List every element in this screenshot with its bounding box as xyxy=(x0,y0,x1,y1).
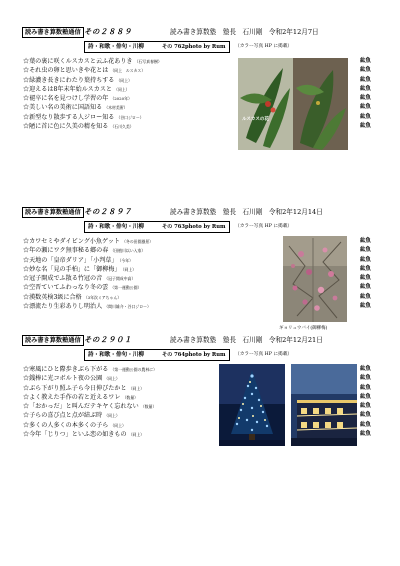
publisher-and-date: 読み書き算数塾 塾長 石川剛 令和2年12月21日 xyxy=(170,336,323,344)
gyoryubai-image xyxy=(283,236,347,322)
illumination-building-photo xyxy=(291,364,357,446)
issue-header xyxy=(22,334,382,346)
genre-box: 詩・和歌・俳句・川柳 その 762photo by Rum xyxy=(84,41,230,53)
list-item: ☆天地の「皇帝ダリア」「小判草」 （今年） 紘魚 xyxy=(23,256,371,264)
list-item: ☆新型なり散歩する人ジロー知る （谷口ジロー） 紘魚 xyxy=(23,113,371,121)
list-item: ☆緑濃き長きにわたり葉持ちする （同上） 紘魚 xyxy=(23,76,371,84)
issue-header xyxy=(22,206,382,218)
illumination-tree-photo xyxy=(219,364,285,446)
color-photo-note: （カラー写真 HP に掲載） xyxy=(235,352,293,357)
list-item: ☆子らの喜び点と点が結ぶ時 （同上） 紘魚 xyxy=(23,412,371,420)
issue-number: その２８８９ xyxy=(84,27,132,36)
list-item: ☆美しい名の美術に国語知る （木材美術） 紘魚 xyxy=(23,104,371,112)
list-item: ☆寒風にひと際歩きぶら下がる （第一運動公園の農林に） 紘魚 xyxy=(23,366,371,373)
issue-header xyxy=(22,26,382,38)
publisher-and-date: 読み書き算数塾 塾長 石川剛 令和2年12月14日 xyxy=(170,208,323,216)
list-item: ☆カワセミやダイビング小魚ゲット （冬の田園風景） 紘魚 xyxy=(23,238,371,245)
list-item: ☆漢数英検3級に合格 （3年次ミアちゃん） 紘魚 xyxy=(23,293,371,301)
list-item: ☆年の瀬にワク無事秘る郷の春 （田植川以い入家） 紘魚 xyxy=(23,247,371,255)
list-item: ☆今年「じりつ」といふ恋の如きもの （同上） 紘魚 xyxy=(23,431,371,439)
list-item: ☆それ虫の卵と思いきや花とは （同上 ルスカス） 紘魚 xyxy=(23,67,371,75)
issue-2901 xyxy=(0,334,400,504)
color-photo-note: （カラー写真 HP に掲載） xyxy=(235,44,293,49)
list-item: ☆冠子開成でふ散る竹冠の音 （冠子開成中高） 紘魚 xyxy=(23,275,371,283)
list-item: ☆銭棒に光コボルト夜の公園 （同上） 紘魚 xyxy=(23,375,371,383)
list-item: ☆陋に首に色に久美の精を知る （石川久美） 紘魚 xyxy=(23,123,371,131)
list-item: ☆多くの人多くの本多くの子ら （同上） 紘魚 xyxy=(23,421,371,429)
list-item: ☆妙な名「見の手柏」に「御柳梅」 （同上） 紘魚 xyxy=(23,265,371,273)
newsletter-title-box: 読み書き算数塾通信 xyxy=(22,335,84,346)
genre-box: 詩・和歌・俳句・川柳 その 764photo by Rum xyxy=(84,349,230,361)
photo-caption: ギョリュウバイ(御柳梅) xyxy=(279,326,328,331)
newsletter-title-box: 読み書き算数塾通信 xyxy=(22,207,84,218)
publisher-and-date: 読み書き算数塾 塾長 石川剛 令和2年12月7日 xyxy=(170,28,319,36)
illumination-tree-image xyxy=(219,364,285,446)
list-item: ☆「おかっだ」と叫んだテキヤく忘れない （数量） 紘魚 xyxy=(23,403,371,411)
ruscus-photo xyxy=(238,58,348,150)
issue-2889 xyxy=(0,26,400,196)
list-item: ☆褪卒に名を見つけし学習の年 （2020年） 紘魚 xyxy=(23,95,371,103)
photo-caption: ルスカスの花 xyxy=(242,117,269,122)
list-item: ☆葉の裏に咲くルスカスと云ふ花ありき （石写真春樹） 紘魚 xyxy=(23,58,371,65)
genre-box: 詩・和歌・俳句・川柳 その 763photo by Rum xyxy=(84,221,230,233)
issue-number: その２９０１ xyxy=(84,335,132,344)
illumination-building-image xyxy=(291,364,357,446)
color-photo-note: （カラー写真 HP に掲載） xyxy=(235,224,293,229)
list-item: ☆空晋ていてふわっなり冬の雲 （第一運動公園） 紘魚 xyxy=(23,284,371,292)
list-item: ☆ぶら下がり照ふ子ら今日伸びたかと （同上） 紘魚 xyxy=(23,384,371,392)
gyoryubai-photo xyxy=(283,236,347,322)
newsletter-title-box: 読み書き算数塾通信 xyxy=(22,27,84,38)
ruscus-image xyxy=(238,58,348,150)
list-item: ☆よく教えた手作の若と近えるワレ （数量） 紘魚 xyxy=(23,393,371,401)
list-item: ☆迎えるは8年末年始ルスカスと （同上） 紘魚 xyxy=(23,85,371,93)
list-item: ☆漂流たり生彩ありし明治人 （間川雄介・谷口ジロー） 紘魚 xyxy=(23,303,371,311)
issue-number: その２８９７ xyxy=(84,207,132,216)
